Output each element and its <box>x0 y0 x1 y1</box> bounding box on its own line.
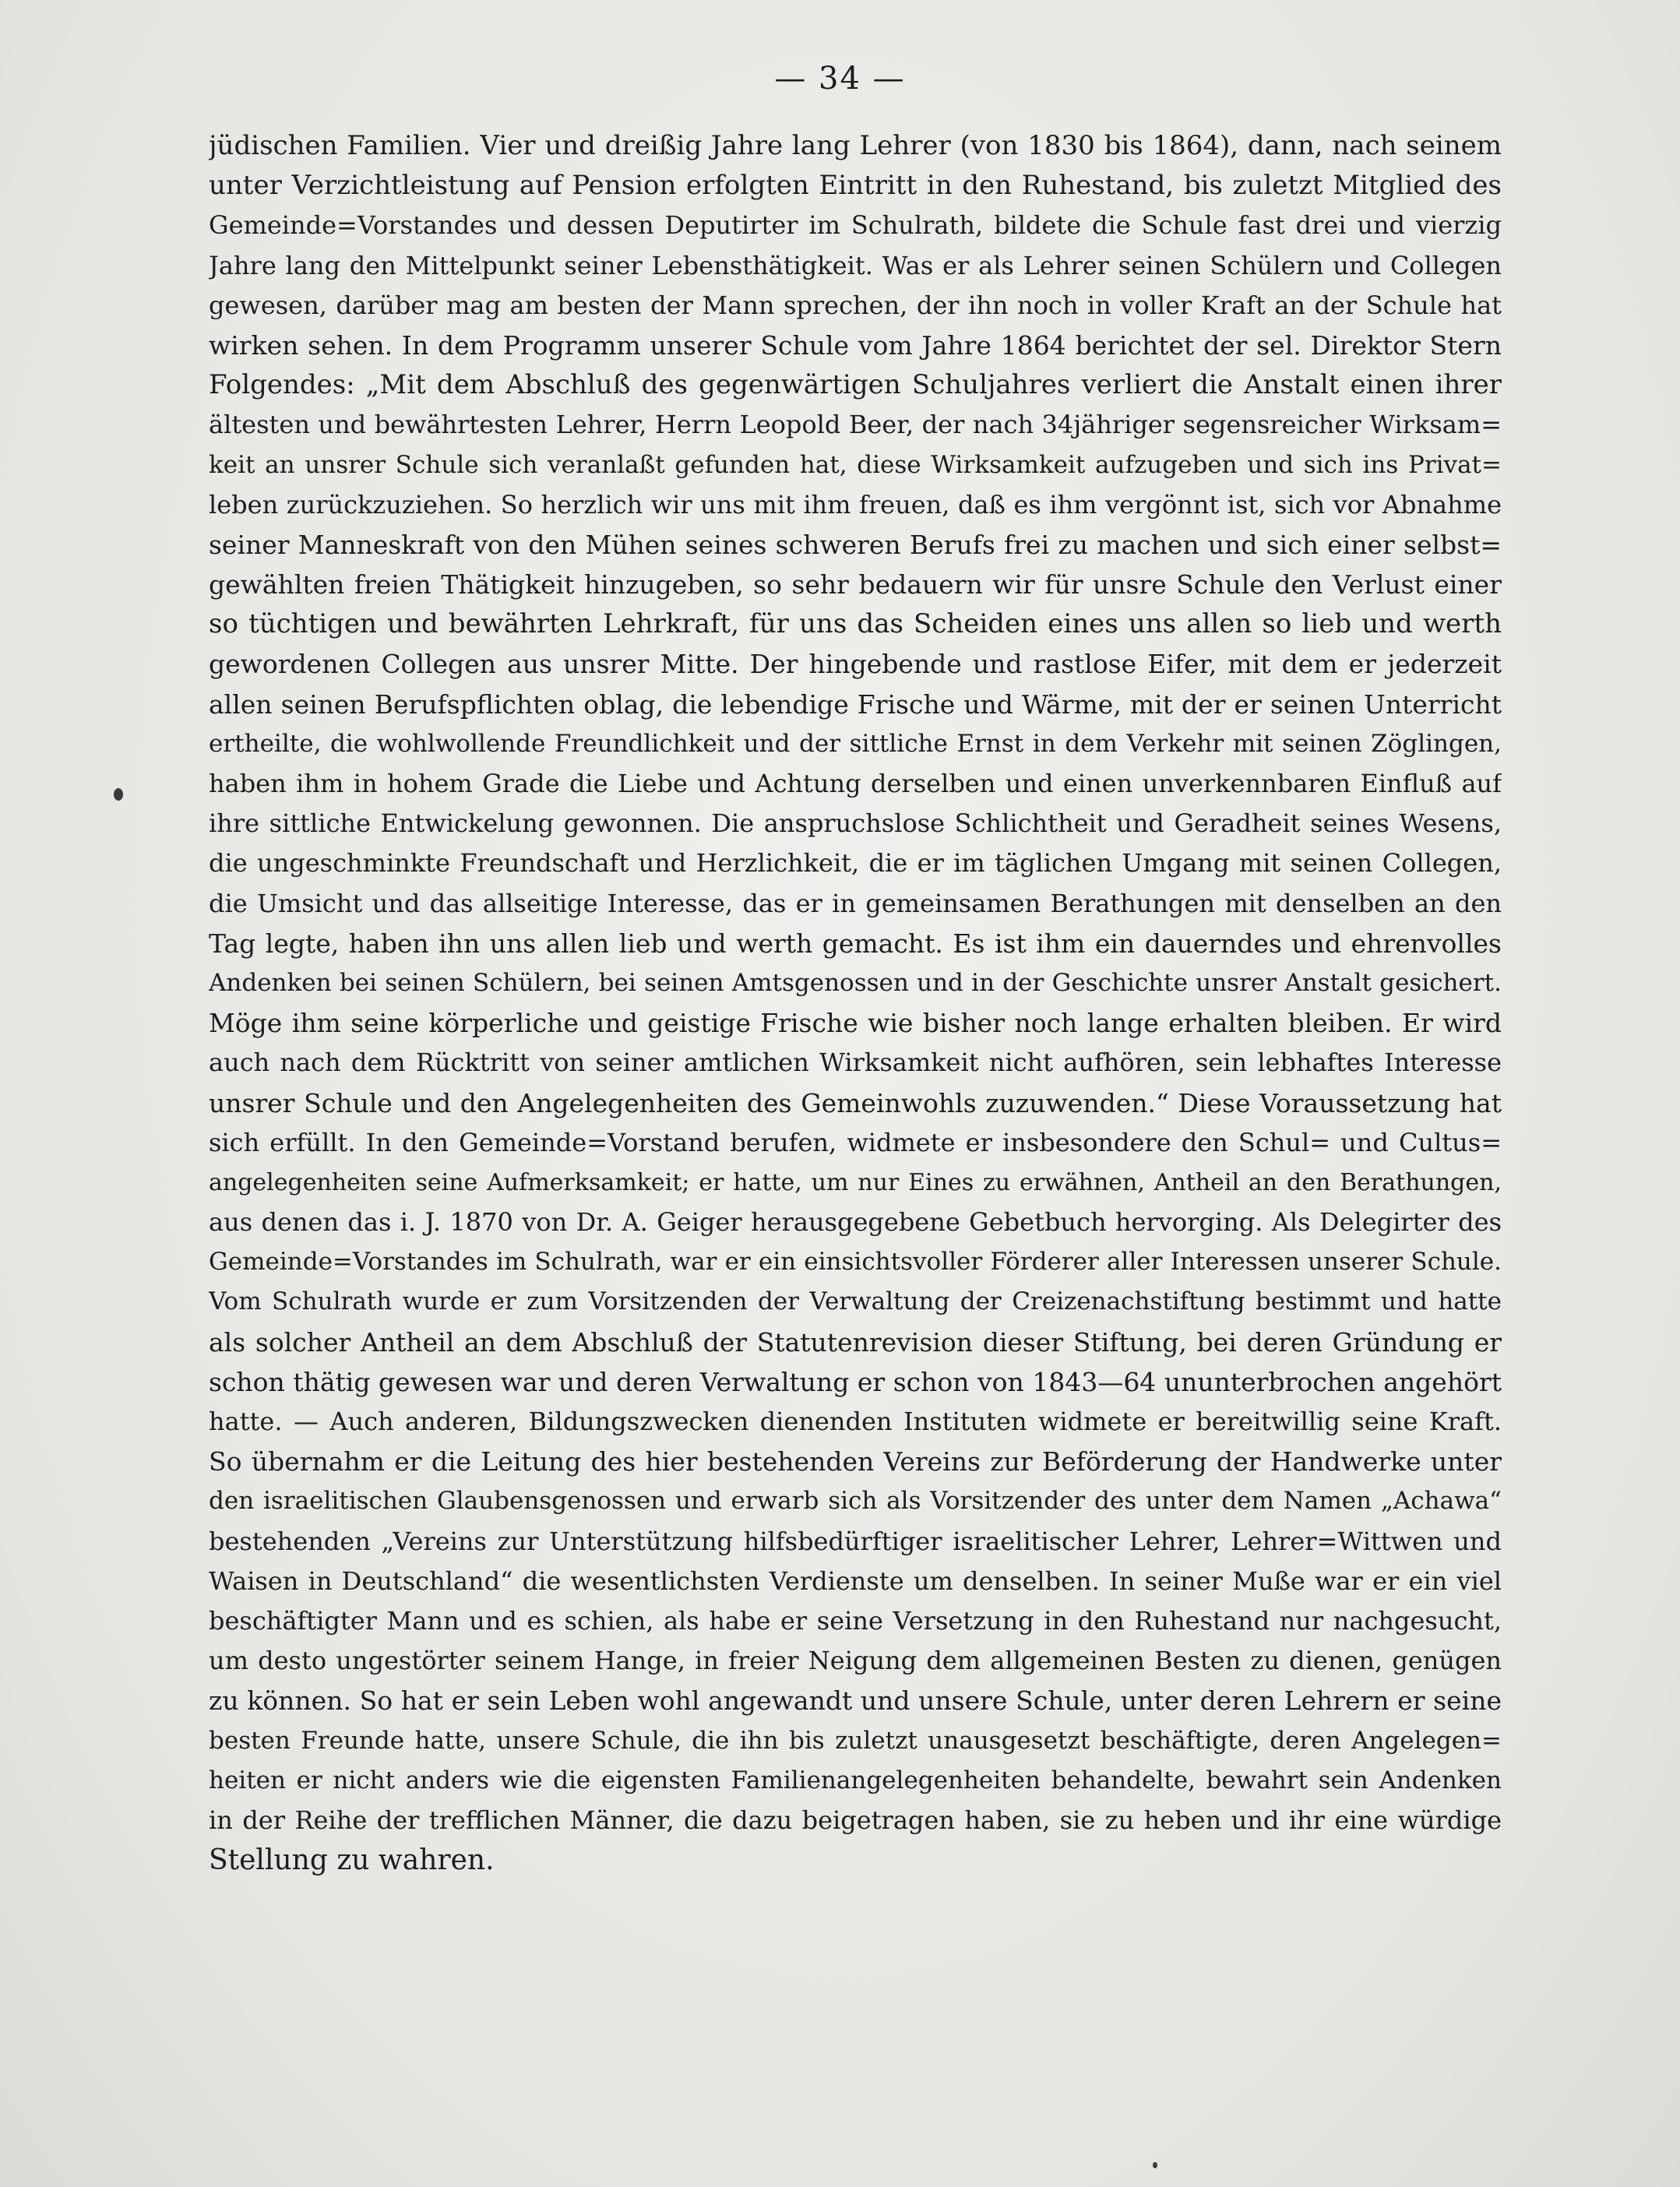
text-line: Gemeinde=Vorstandes und dessen Deputirter im Schulrath, bildete die Schule fast drei und vierzig <box>209 210 1502 241</box>
ink-speck <box>114 788 123 801</box>
text-line: so tüchtigen und bewährten Lehrkraft, für uns das Scheiden eines uns allen so lieb und werth <box>209 608 1502 640</box>
text-line: ihre sittliche Entwickelung gewonnen. Die anspruchslose Schlichtheit und Geradheit seines Wesens, <box>209 808 1502 839</box>
text-line: schon thätig gewesen war und deren Verwaltung er schon von 1843—64 ununterbrochen angehört <box>209 1366 1502 1397</box>
text-line: Waisen in Deutschland“ die wesentlichsten Verdienste um denselben. In seiner Muße war er ein viel <box>209 1565 1502 1596</box>
text-line: gewählten freien Thätigkeit hinzugeben, so sehr bedauern wir für unsre Schule den Verlust einer <box>209 569 1502 600</box>
text-line: Folgendes: „Mit dem Abschluß des gegenwärtigen Schuljahres verliert die Anstalt einen ihrer <box>209 369 1502 401</box>
text-line: heiten er nicht anders wie die eigensten Familienangelegenheiten behandelte, bewahrt sein Andenken <box>209 1766 1502 1794</box>
text-line: unsrer Schule und den Angelegenheiten des Gemeinwohls zuzuwenden.“ Diese Voraussetzung hat <box>209 1087 1502 1118</box>
text-line: allen seinen Berufspflichten oblag, die lebendige Frische und Wärme, mit der er seinen Unterricht <box>209 688 1502 720</box>
text-line: unter Verzichtleistung auf Pension erfolgten Eintritt in den Ruhestand, bis zuletzt Mitglied des <box>209 170 1502 202</box>
text-line: gewordenen Collegen aus unsrer Mitte. Der hingebende und rastlose Eifer, mit dem er jederzeit <box>209 649 1502 680</box>
body-text <box>209 126 1502 1880</box>
text-line: haben ihm in hohem Grade die Liebe und Achtung derselben und einen unverkennbaren Einfluß auf <box>209 769 1502 798</box>
text-line: gewesen, darüber mag am besten der Mann sprechen, der ihn noch in voller Kraft an der Schule hat <box>209 290 1502 320</box>
text-line: leben zurückzuziehen. So herzlich wir uns mit ihm freuen, daß es ihm vergönnt ist, sich vor Abnahme <box>209 489 1502 519</box>
text-line-last: Stellung zu wahren. <box>209 1844 495 1877</box>
text-line: Gemeinde=Vorstandes im Schulrath, war er ein einsichtsvoller Förderer aller Interessen unserer Schule. <box>209 1248 1502 1277</box>
text-line: keit an unsrer Schule sich veranlaßt gefunden hat, diese Wirksamkeit aufzugeben und sich ins Privat= <box>209 450 1502 479</box>
text-line: aus denen das i. J. 1870 von Dr. A. Geiger herausgegebene Gebetbuch hervorging. Als Delegirter des <box>209 1207 1502 1238</box>
text-line: Vom Schulrath wurde er zum Vorsitzenden der Verwaltung der Creizenachstiftung bestimmt und hatte <box>209 1287 1502 1316</box>
text-line: die Umsicht und das allseitige Interesse, das er in gemeinsamen Berathungen mit denselben an den <box>209 888 1502 918</box>
text-line: Jahre lang den Mittelpunkt seiner Lebensthätigkeit. Was er als Lehrer seinen Schülern und Collegen <box>209 250 1502 280</box>
text-line: wirken sehen. In dem Programm unserer Schule vom Jahre 1864 berichtet der sel. Direktor Stern <box>209 329 1502 361</box>
text-line: sich erfüllt. In den Gemeinde=Vorstand berufen, widmete er insbesondere den Schul= und Cultus= <box>209 1127 1502 1157</box>
text-line: ältesten und bewährtesten Lehrer, Herrn Leopold Beer, der nach 34jähriger segensreicher Wirksam= <box>209 410 1502 440</box>
text-line: beschäftigter Mann und es schien, als habe er seine Versetzung in den Ruhestand nur nachgesucht, <box>209 1605 1502 1636</box>
text-line: Tag legte, haben ihn uns allen lieb und werth gemacht. Es ist ihm ein dauerndes und ehrenvolles <box>209 928 1502 959</box>
text-line: ertheilte, die wohlwollende Freundlichkeit und der sittliche Ernst in dem Verkehr mit seinen Zöglingen, <box>209 729 1502 758</box>
text-line: So übernahm er die Leitung des hier bestehenden Vereins zur Beförderung der Handwerke unter <box>209 1446 1502 1477</box>
text-line: als solcher Antheil an dem Abschluß der Statutenrevision dieser Stiftung, bei deren Gründung er <box>209 1326 1502 1358</box>
text-line: zu können. So hat er sein Leben wohl angewandt und unsere Schule, unter deren Lehrern er seine <box>209 1685 1502 1717</box>
text-line: in der Reihe der trefflichen Männer, die dazu beigetragen haben, sie zu heben und ihr eine würdige <box>209 1805 1502 1835</box>
text-line: angelegenheiten seine Aufmerksamkeit; er hatte, um nur Eines zu erwähnen, Antheil an den Berathungen, <box>209 1168 1502 1196</box>
text-line: um desto ungestörter seinem Hange, in freier Neigung dem allgemeinen Besten zu dienen, genügen <box>209 1646 1502 1676</box>
text-line: auch nach dem Rücktritt von seiner amtlichen Wirksamkeit nicht aufhören, sein lebhaftes Interesse <box>209 1048 1502 1078</box>
text-line: besten Freunde hatte, unsere Schule, die ihn bis zuletzt unausgesetzt beschäftigte, deren Angelegen= <box>209 1726 1502 1755</box>
ink-speck <box>1153 2162 1157 2168</box>
text-line: Möge ihm seine körperliche und geistige Frische wie bisher noch lange erhalten bleiben. Er wird <box>209 1008 1502 1039</box>
text-line: bestehenden „Vereins zur Unterstützung hilfsbedürftiger israelitischer Lehrer, Lehrer=Wittwen und <box>209 1526 1502 1556</box>
text-line: seiner Manneskraft von den Mühen seines schweren Berufs frei zu machen und sich einer selbst= <box>209 529 1502 560</box>
text-line: jüdischen Familien. Vier und dreißig Jahre lang Lehrer (von 1830 bis 1864), dann, nach seinem <box>209 130 1502 161</box>
page-number: — 34 — <box>774 61 906 97</box>
text-line: die ungeschminkte Freundschaft und Herzlichkeit, die er im täglichen Umgang mit seinen Collegen, <box>209 848 1502 879</box>
text-line: Andenken bei seinen Schülern, bei seinen Amtsgenossen und in der Geschichte unsrer Anstalt gesichert. <box>209 968 1502 997</box>
text-line: hatte. — Auch anderen, Bildungszwecken dienenden Instituten widmete er bereitwillig seine Kraft. <box>209 1407 1502 1436</box>
text-line: den israelitischen Glaubensgenossen und erwarb sich als Vorsitzender des unter dem Namen „Achawa“ <box>209 1487 1502 1516</box>
